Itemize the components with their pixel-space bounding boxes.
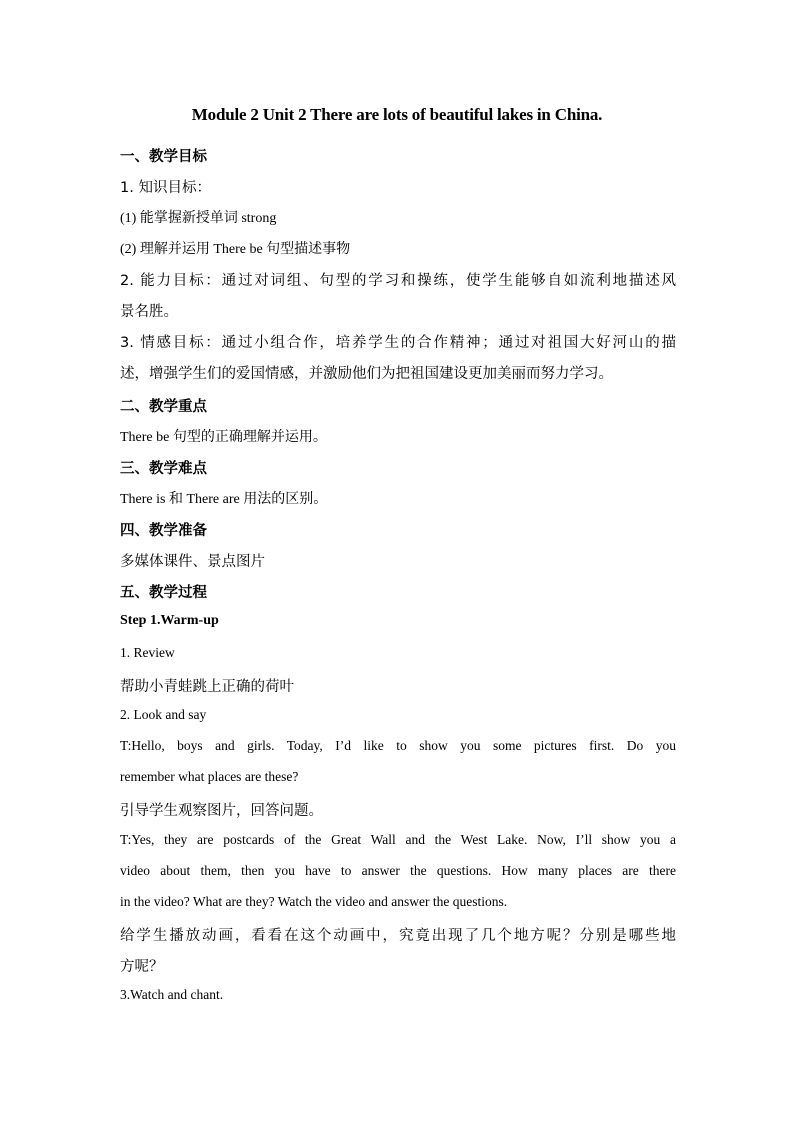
step-heading: Step 1.Warm-up	[120, 613, 219, 628]
paragraph-line: in the video? What are they? Watch the video and answer the questions.	[120, 894, 508, 909]
paragraph-line: 2. Look and say	[120, 707, 207, 722]
paragraph-line: 1. 知识目标：	[120, 180, 211, 196]
section-heading-process: 五、教学过程	[120, 585, 207, 601]
paragraph-line: 帮助小青蛙跳上正确的荷叶	[120, 679, 294, 695]
paragraph-line: (1) 能掌握新授单词 strong	[120, 211, 277, 226]
paragraph-line: There be 句型的正确理解并运用。	[120, 430, 327, 445]
paragraph-line: 方呢？	[120, 959, 164, 975]
paragraph-line: There is 和 There are 用法的区别。	[120, 492, 328, 507]
document-title: Module 2 Unit 2 There are lots of beautiful lakes in China.	[191, 105, 603, 124]
paragraph-line: remember what places are these?	[120, 769, 299, 784]
paragraph-line: 3.Watch and chant.	[120, 987, 224, 1002]
paragraph-line: 3. 情感目标：通过小组合作，培养学生的合作精神；通过对祖国大好河山的描	[120, 335, 676, 351]
section-heading-difficulties: 三、教学难点	[120, 461, 207, 477]
paragraph-line: 1. Review	[120, 645, 175, 660]
paragraph-line: 引导学生观察图片，回答问题。	[120, 803, 323, 819]
paragraph-line: video about them, then you have to answer the questions. How many places are there	[120, 863, 676, 878]
section-heading-preparation: 四、教学准备	[120, 523, 207, 539]
paragraph-line: T:Yes, they are postcards of the Great Wall and the West Lake. Now, I’ll show you a	[120, 832, 676, 847]
paragraph-line: 多媒体课件、景点图片	[120, 554, 265, 570]
paragraph-line: 给学生播放动画，看看在这个动画中，究竟出现了几个地方呢？分别是哪些地	[120, 928, 676, 944]
paragraph-line: T:Hello, boys and girls. Today, I’d like to show you some pictures first. Do you	[120, 738, 676, 753]
paragraph-line: (2) 理解并运用 There be 句型描述事物	[120, 242, 351, 257]
paragraph-line: 景名胜。	[120, 304, 178, 320]
paragraph-line: 述，增强学生们的爱国情感，并激励他们为把祖国建设更加美丽而努力学习。	[120, 366, 613, 382]
paragraph-line: 2. 能力目标：通过对词组、句型的学习和操练，使学生能够自如流利地描述风	[120, 273, 676, 289]
section-heading-key-points: 二、教学重点	[120, 399, 207, 415]
section-heading-objectives: 一、教学目标	[120, 149, 207, 165]
